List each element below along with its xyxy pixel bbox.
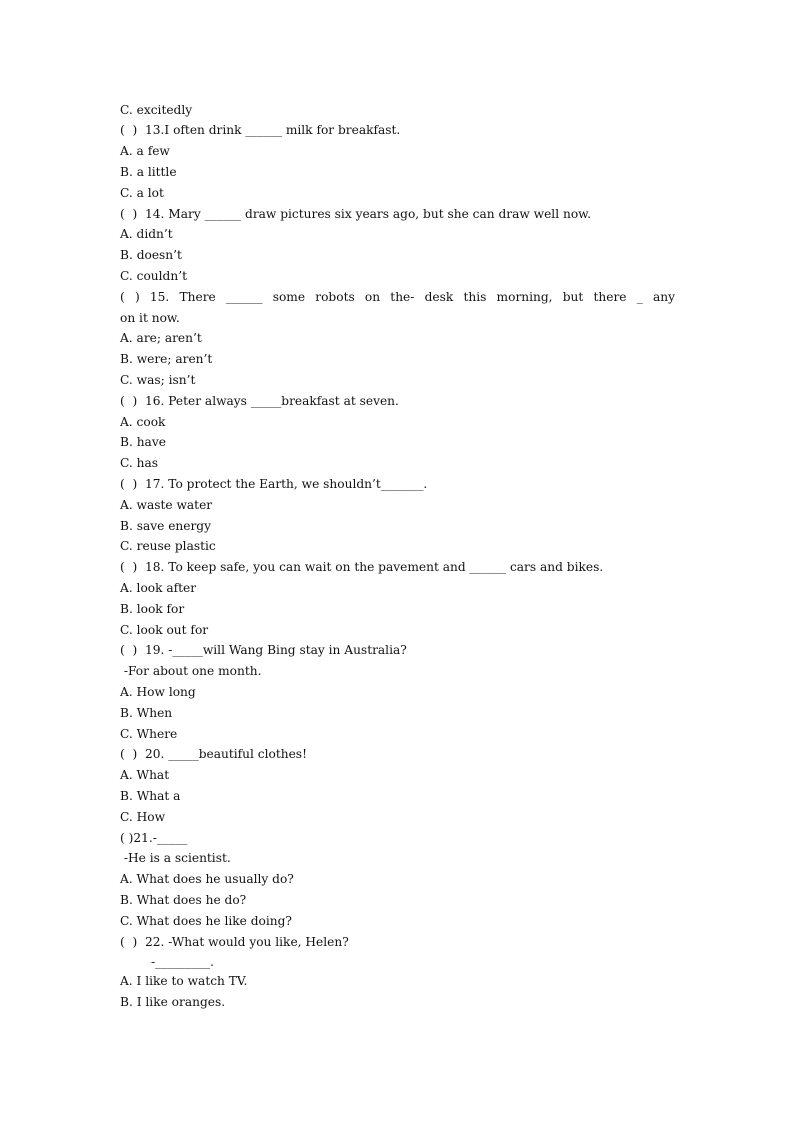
option-b-q16: B. have: [120, 435, 166, 449]
question-13: ( ) 13.I often drink ______ milk for breakfast.: [120, 123, 401, 137]
question-21: ( )21.-_____: [120, 831, 188, 845]
question-18: ( ) 18. To keep safe, you can wait on the pavement and ______ cars and bikes.: [120, 560, 604, 574]
question-22-answer-line: -_________.: [120, 955, 214, 969]
option-a-q13: A. a few: [120, 144, 170, 158]
option-a-q17: A. waste water: [120, 498, 213, 512]
question-15: ( ) 15. There ______ some robots on the- desk this morning, but there _ any: [120, 290, 675, 304]
option-b-q18: B. look for: [120, 602, 185, 616]
question-14: ( ) 14. Mary ______ draw pictures six years ago, but she can draw well now.: [120, 207, 592, 221]
option-c-q17: C. reuse plastic: [120, 539, 216, 553]
option-b-q17: B. save energy: [120, 519, 211, 533]
question-19: ( ) 19. -_____will Wang Bing stay in Australia?: [120, 643, 407, 657]
option-b-q15: B. were; aren’t: [120, 352, 213, 366]
question-21-answer-line: -He is a scientist.: [120, 851, 231, 865]
option-c-q12: C. excitedly: [120, 103, 193, 117]
option-c-q19: C. Where: [120, 727, 178, 741]
option-c-q20: C. How: [120, 810, 166, 824]
option-c-q18: C. look out for: [120, 623, 209, 637]
option-b-q19: B. When: [120, 706, 173, 720]
option-b-q14: B. doesn’t: [120, 248, 182, 262]
question-22: ( ) 22. -What would you like, Helen?: [120, 935, 349, 949]
option-a-q14: A. didn’t: [120, 227, 173, 241]
option-c-q14: C. couldn’t: [120, 269, 187, 283]
option-a-q21: A. What does he usually do?: [120, 872, 294, 886]
option-b-q22: B. I like oranges.: [120, 995, 226, 1009]
option-b-q20: B. What a: [120, 789, 181, 803]
question-17: ( ) 17. To protect the Earth, we shouldn’t_______.: [120, 477, 428, 491]
option-b-q13: B. a little: [120, 165, 177, 179]
option-b-q21: B. What does he do?: [120, 893, 247, 907]
option-c-q16: C. has: [120, 456, 159, 470]
question-16: ( ) 16. Peter always _____breakfast at seven.: [120, 394, 399, 408]
question-15-continued: on it now.: [120, 311, 180, 325]
option-a-q16: A. cook: [120, 415, 166, 429]
option-c-q21: C. What does he like doing?: [120, 914, 292, 928]
option-a-q19: A. How long: [120, 685, 196, 699]
option-a-q15: A. are; aren’t: [120, 331, 202, 345]
question-20: ( ) 20. _____beautiful clothes!: [120, 747, 307, 761]
question-19-answer-line: -For about one month.: [120, 664, 262, 678]
option-a-q18: A. look after: [120, 581, 197, 595]
option-c-q15: C. was; isn’t: [120, 373, 196, 387]
option-a-q20: A. What: [120, 768, 170, 782]
option-a-q22: A. I like to watch TV.: [120, 974, 248, 988]
option-c-q13: C. a lot: [120, 186, 164, 200]
